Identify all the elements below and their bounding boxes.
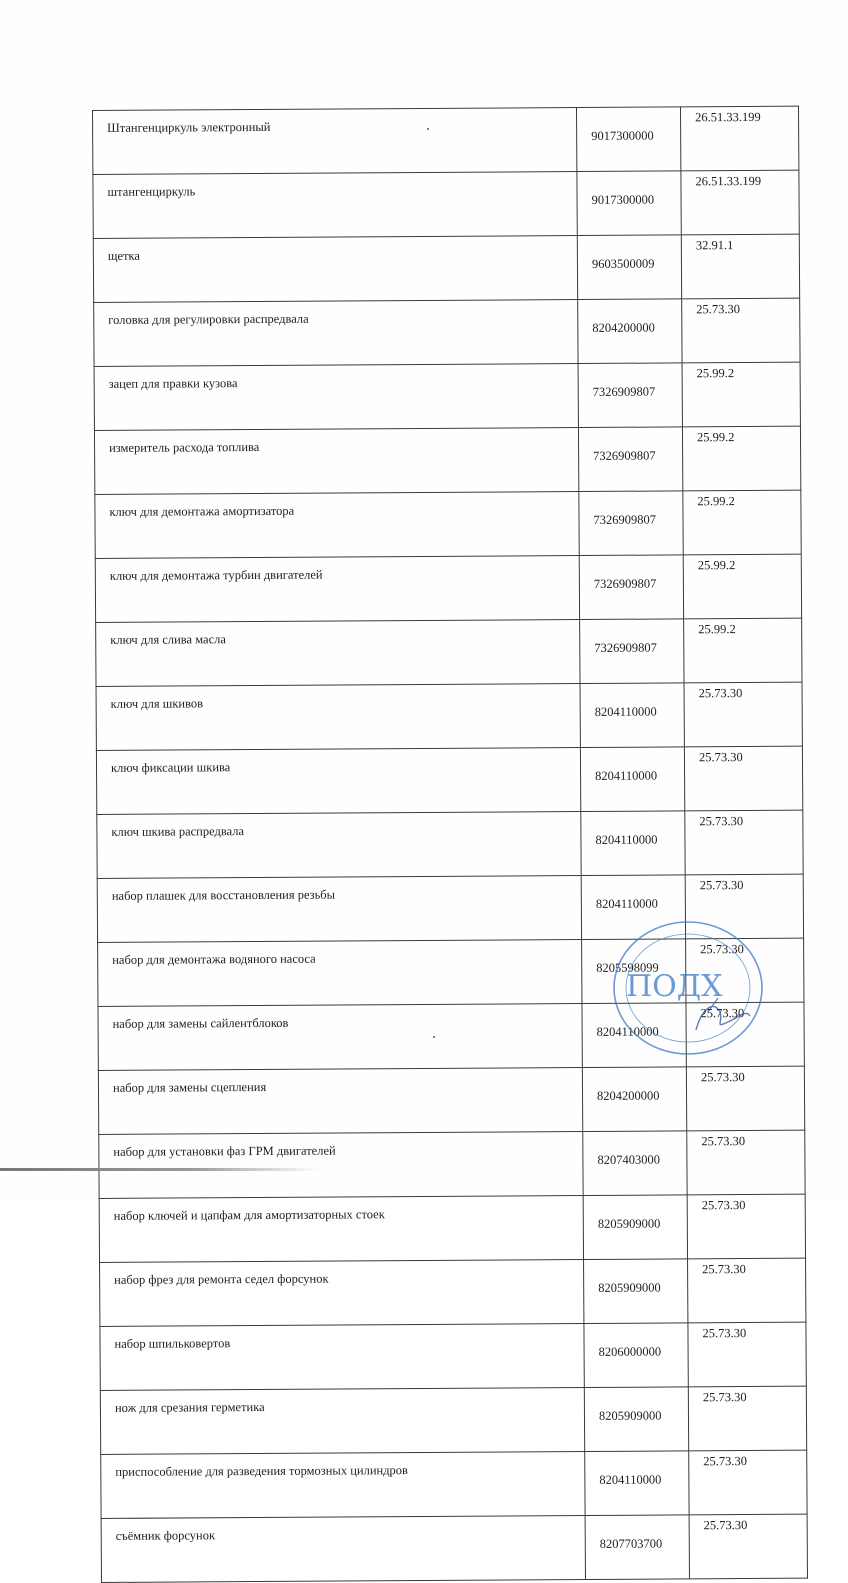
item-name-cell: набор шпильковертов (100, 1324, 584, 1391)
item-name-cell: штангенциркуль (93, 172, 577, 239)
table-row (93, 234, 799, 302)
item-name-cell: набор для демонтажа водяного насоса (98, 940, 582, 1007)
table-row (93, 170, 799, 238)
item-name-cell: набор для установки фаз ГРМ двигателей (99, 1132, 583, 1199)
item-name-cell: измеритель расхода топлива (94, 428, 578, 495)
table-row (98, 938, 804, 1006)
table-row (96, 682, 802, 750)
item-name-cell: ключ шкива распредвала (97, 812, 581, 879)
okpd-code-cell: 25.73.30 (685, 874, 803, 939)
okpd-code-cell: 25.99.2 (682, 426, 800, 491)
table-row (96, 618, 802, 686)
tnved-code-cell: 8207403000 (583, 1131, 687, 1196)
tnved-code-cell: 7326909807 (579, 491, 683, 556)
okpd-code-cell: 25.73.30 (689, 1514, 807, 1579)
item-name-cell: набор для замены сайлентблоков (98, 1004, 582, 1071)
scan-speck (433, 1036, 435, 1038)
okpd-code-cell: 25.73.30 (688, 1258, 806, 1323)
tnved-code-cell: 8205909000 (583, 1195, 687, 1260)
table-row (93, 106, 799, 174)
tnved-code-cell: 7326909807 (580, 619, 684, 684)
item-name-cell: ключ для шкивов (96, 684, 580, 751)
okpd-code-cell: 25.99.2 (684, 618, 802, 683)
item-name-cell: ключ для слива масла (96, 620, 580, 687)
tnved-code-cell: 8204200000 (582, 1067, 686, 1132)
tnved-code-cell: 7326909807 (579, 555, 683, 620)
table-row (99, 1194, 805, 1262)
item-name-cell: съёмник форсунок (101, 1516, 585, 1583)
okpd-code-cell: 25.73.30 (686, 1002, 804, 1067)
item-name-cell: ключ фиксации шкива (96, 748, 580, 815)
table-row (95, 490, 801, 558)
okpd-code-cell: 25.73.30 (687, 1194, 805, 1259)
table-row (96, 746, 802, 814)
item-name-cell: Штангенциркуль электронный (93, 108, 577, 175)
item-name-cell: щетка (93, 236, 577, 303)
tnved-code-cell: 8204110000 (580, 683, 684, 748)
okpd-code-cell: 25.99.2 (683, 490, 801, 555)
tnved-code-cell: 8204110000 (581, 875, 685, 940)
table-row (97, 874, 803, 942)
item-name-cell: головка для регулировки распредвала (94, 300, 578, 367)
table-row (94, 362, 800, 430)
table-row (98, 1066, 804, 1134)
table-row (100, 1258, 806, 1326)
okpd-code-cell: 25.73.30 (682, 298, 800, 363)
tnved-code-cell: 8207703700 (585, 1515, 689, 1580)
okpd-code-cell: 25.73.30 (684, 682, 802, 747)
tnved-code-cell: 9603500009 (577, 235, 681, 300)
tnved-code-cell: 7326909807 (578, 427, 682, 492)
table-row (101, 1514, 807, 1582)
table-row (97, 810, 803, 878)
goods-table (92, 106, 808, 1583)
tnved-code-cell: 8204110000 (582, 1003, 686, 1068)
okpd-code-cell: 26.51.33.199 (680, 106, 798, 171)
okpd-code-cell: 25.73.30 (686, 938, 804, 1003)
tnved-code-cell: 8204110000 (580, 747, 684, 812)
item-name-cell: нож для срезания герметика (100, 1388, 584, 1455)
okpd-code-cell: 25.73.30 (684, 746, 802, 811)
table-row (98, 1002, 804, 1070)
okpd-code-cell: 25.99.2 (683, 554, 801, 619)
okpd-code-cell: 32.91.1 (681, 234, 799, 299)
okpd-code-cell: 26.51.33.199 (681, 170, 799, 235)
item-name-cell: набор ключей и цапфам для амортизаторных стоек (99, 1196, 583, 1263)
table-row (94, 298, 800, 366)
item-name-cell: ключ для демонтажа амортизатора (95, 492, 579, 559)
table-row (101, 1450, 807, 1518)
item-name-cell: набор фрез для ремонта седел форсунок (100, 1260, 584, 1327)
item-name-cell: зацеп для правки кузова (94, 364, 578, 431)
okpd-code-cell: 25.73.30 (685, 810, 803, 875)
tnved-code-cell: 9017300000 (576, 107, 680, 172)
tnved-code-cell: 8204200000 (578, 299, 682, 364)
item-name-cell: набор для замены сцепления (98, 1068, 582, 1135)
tnved-code-cell: 8204110000 (581, 811, 685, 876)
page-bottom-rule (0, 1168, 320, 1171)
okpd-code-cell: 25.73.30 (688, 1322, 806, 1387)
table-row (94, 426, 800, 494)
tnved-code-cell: 8206000000 (584, 1323, 688, 1388)
item-name-cell: приспособление для разведения тормозных цилиндров (101, 1452, 585, 1519)
table-row (100, 1386, 806, 1454)
okpd-code-cell: 25.73.30 (687, 1130, 805, 1195)
tnved-code-cell: 8205909000 (584, 1259, 688, 1324)
tnved-code-cell: 9017300000 (577, 171, 681, 236)
tnved-code-cell: 8205598099 (582, 939, 686, 1004)
table-row (99, 1130, 805, 1198)
table-row (100, 1322, 806, 1390)
scan-speck (427, 128, 429, 130)
tnved-code-cell: 7326909807 (578, 363, 682, 428)
tnved-code-cell: 8205909000 (584, 1387, 688, 1452)
goods-table-body (93, 106, 808, 1582)
okpd-code-cell: 25.73.30 (689, 1450, 807, 1515)
okpd-code-cell: 25.99.2 (682, 362, 800, 427)
item-name-cell: набор плашек для восстановления резьбы (97, 876, 581, 943)
table-row (95, 554, 801, 622)
okpd-code-cell: 25.73.30 (688, 1386, 806, 1451)
tnved-code-cell: 8204110000 (585, 1451, 689, 1516)
okpd-code-cell: 25.73.30 (686, 1066, 804, 1131)
item-name-cell: ключ для демонтажа турбин двигателей (95, 556, 579, 623)
stamp-text: ПОДХ (626, 969, 723, 1004)
